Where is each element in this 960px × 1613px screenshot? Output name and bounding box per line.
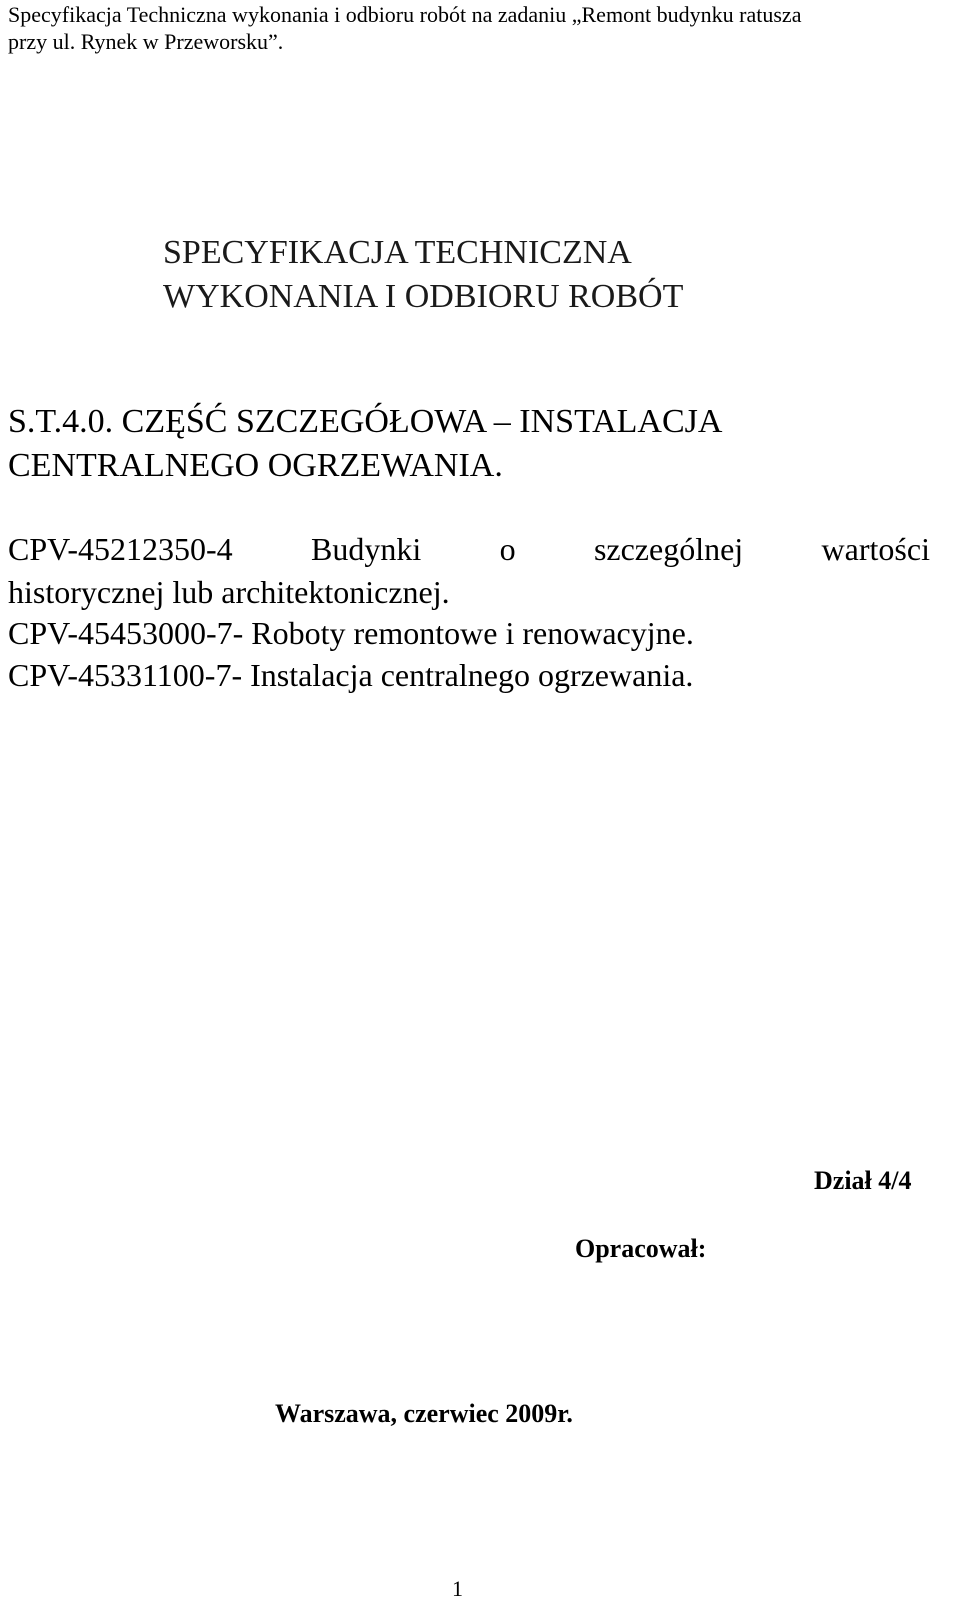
cpv-code-1-word: o (499, 531, 516, 567)
main-title-line-2: WYKONANIA I ODBIORU ROBÓT (163, 278, 684, 315)
document-header-line-2: przy ul. Rynek w Przeworsku”. (8, 29, 284, 54)
document-header-line-1: Specyfikacja Techniczna wykonania i odbioru robót na zadaniu „Remont budynku ratusza (8, 2, 802, 27)
section-title-line-2: CENTRALNEGO OGRZEWANIA. (8, 447, 503, 484)
prepared-by-label: Opracował: (575, 1234, 707, 1263)
place-date: Warszawa, czerwiec 2009r. (275, 1399, 573, 1428)
cpv-code-1-word: szczególnej (593, 531, 744, 567)
section-title-line-1: S.T.4.0. CZĘŚĆ SZCZEGÓŁOWA – INSTALACJA (8, 403, 723, 440)
division-label: Dział 4/4 (814, 1166, 912, 1195)
cpv-code-1-word: Budynki (310, 531, 422, 567)
cpv-code-3: CPV-45331100-7- Instalacja centralnego ogrzewania. (8, 657, 694, 693)
cpv-code-1-word: CPV-45212350-4 (8, 531, 233, 567)
main-title-line-1: SPECYFIKACJA TECHNICZNA (163, 234, 632, 271)
cpv-code-2: CPV-45453000-7- Roboty remontowe i renowacyjne. (8, 615, 694, 651)
cpv-code-1-continuation: historycznej lub architektonicznej. (8, 574, 450, 610)
cpv-code-1-word: wartości (821, 531, 930, 567)
cpv-code-1-line (8, 529, 930, 569)
page-number: 1 (452, 1576, 463, 1601)
